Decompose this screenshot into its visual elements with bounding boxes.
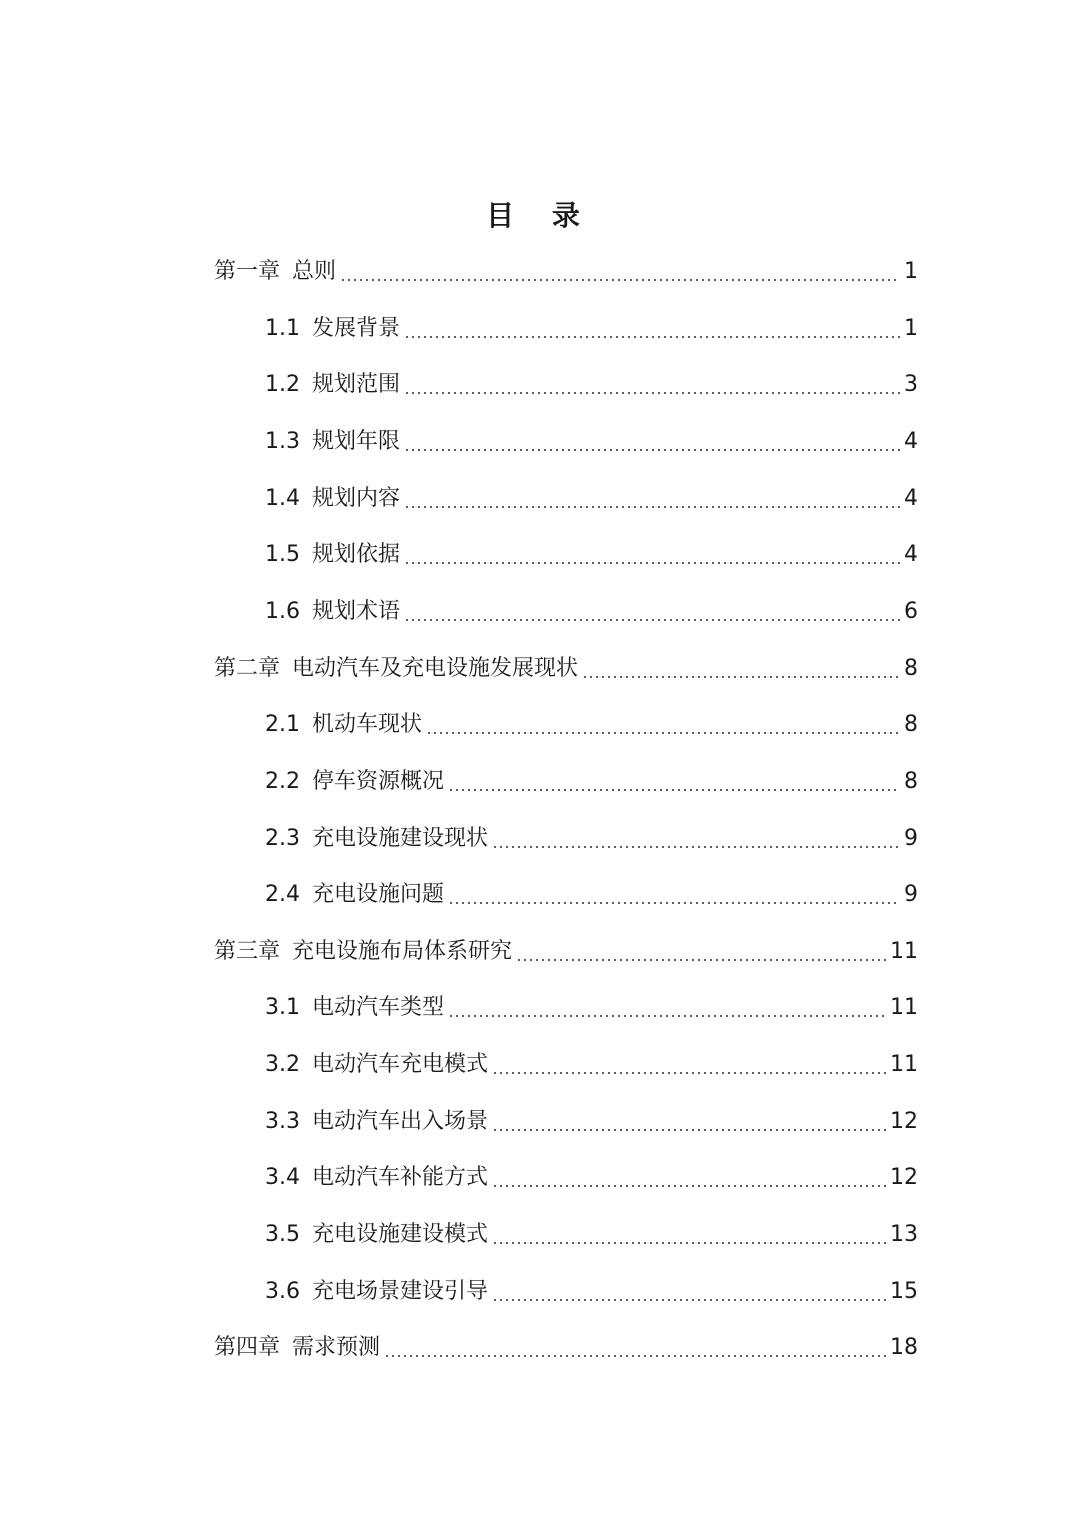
toc-entry-number: 1.4: [265, 486, 300, 511]
toc-section-entry[interactable]: [265, 1161, 918, 1195]
toc-entry-number: 1.6: [265, 599, 300, 624]
toc-section-entry[interactable]: [265, 708, 918, 742]
toc-chapter-entry[interactable]: [214, 255, 918, 289]
toc-dot-leader: [426, 732, 900, 734]
toc-entry-number: 2.2: [265, 769, 300, 794]
toc-entry-title: 充电设施问题: [312, 882, 445, 907]
toc-page-number: 15: [890, 1279, 918, 1304]
toc-entry-title: 充电设施建设模式: [312, 1222, 489, 1247]
toc-section-entry[interactable]: [265, 538, 918, 572]
toc-entry-number: 第二章: [214, 656, 281, 681]
toc-entry-number: 2.3: [265, 826, 300, 851]
toc-entry-number: 2.4: [265, 882, 300, 907]
toc-section-entry[interactable]: [265, 312, 918, 346]
toc-entry-number: 第三章: [214, 939, 281, 964]
toc-entry-number: 1.3: [265, 429, 300, 454]
toc-page-number: 6: [904, 599, 918, 624]
toc-dot-leader: [492, 1185, 886, 1187]
toc-entry-number: 1.1: [265, 316, 300, 341]
toc-page-number: 11: [890, 1052, 918, 1077]
toc-entry-title: 电动汽车补能方式: [312, 1165, 489, 1190]
toc-chapter-entry[interactable]: [214, 652, 918, 686]
toc-chapter-entry[interactable]: [214, 1331, 918, 1365]
toc-page-number: 4: [904, 429, 918, 454]
toc-entry-title: 规划术语: [312, 599, 401, 624]
toc-dot-leader: [384, 1355, 886, 1357]
toc-entry-title: 电动汽车类型: [312, 995, 445, 1020]
toc-entry-number: 第一章: [214, 259, 281, 284]
toc-section-entry[interactable]: [265, 425, 918, 459]
toc-entry-number: 3.2: [265, 1052, 300, 1077]
toc-section-entry[interactable]: [265, 482, 918, 516]
toc-entry-title: 停车资源概况: [312, 769, 445, 794]
toc-entry-number: 1.2: [265, 372, 300, 397]
toc-entry-number: 3.1: [265, 995, 300, 1020]
toc-entry-title: 机动车现状: [312, 712, 423, 737]
toc-section-entry[interactable]: [265, 822, 918, 856]
toc-entry-number: 第四章: [214, 1335, 281, 1360]
toc-dot-leader: [404, 392, 900, 394]
toc-dot-leader: [404, 562, 900, 564]
toc-dot-leader: [404, 506, 900, 508]
toc-page-number: 13: [890, 1222, 918, 1247]
toc-dot-leader: [448, 1015, 886, 1017]
toc-page-number: 12: [890, 1165, 918, 1190]
toc-page-number: 11: [890, 995, 918, 1020]
toc-section-entry[interactable]: [265, 595, 918, 629]
toc-page-number: 1: [904, 316, 918, 341]
toc-dot-leader: [404, 619, 900, 621]
toc-dot-leader: [448, 789, 900, 791]
toc-entry-number: 3.6: [265, 1279, 300, 1304]
toc-dot-leader: [492, 1299, 886, 1301]
toc-page-number: 4: [904, 486, 918, 511]
toc-dot-leader: [448, 902, 900, 904]
toc-page-number: 9: [904, 826, 918, 851]
toc-chapter-entry[interactable]: [214, 935, 918, 969]
toc-section-entry[interactable]: [265, 765, 918, 799]
toc-page-number: 11: [890, 939, 918, 964]
toc-page-number: 1: [904, 259, 918, 284]
toc-section-entry[interactable]: [265, 878, 918, 912]
toc-dot-leader: [404, 449, 900, 451]
toc-dot-leader: [492, 1129, 886, 1131]
toc-page-number: 8: [904, 712, 918, 737]
toc-section-entry[interactable]: [265, 1218, 918, 1252]
toc-entry-title: 规划依据: [312, 542, 401, 567]
toc-entry-title: 充电设施建设现状: [312, 826, 489, 851]
toc-dot-leader: [492, 1242, 886, 1244]
toc-entry-title: 电动汽车及充电设施发展现状: [292, 656, 579, 681]
toc-entry-number: 1.5: [265, 542, 300, 567]
toc-section-entry[interactable]: [265, 368, 918, 402]
toc-page-number: 12: [890, 1109, 918, 1134]
toc-entry-title: 规划范围: [312, 372, 401, 397]
toc-page-number: 4: [904, 542, 918, 567]
toc-entry-title: 充电设施布局体系研究: [292, 939, 513, 964]
toc-dot-leader: [404, 336, 900, 338]
toc-dot-leader: [492, 1072, 886, 1074]
toc-page-number: 9: [904, 882, 918, 907]
toc-page-number: 18: [890, 1335, 918, 1360]
toc-section-entry[interactable]: [265, 991, 918, 1025]
toc-dot-leader: [492, 846, 900, 848]
toc-page-number: 3: [904, 372, 918, 397]
toc-entry-title: 发展背景: [312, 316, 401, 341]
toc-entry-title: 充电场景建设引导: [312, 1279, 489, 1304]
toc-entry-number: 3.3: [265, 1109, 300, 1134]
toc-entry-number: 2.1: [265, 712, 300, 737]
toc-entry-title: 总则: [292, 259, 337, 284]
toc-dot-leader: [340, 279, 900, 281]
toc-entry-title: 电动汽车充电模式: [312, 1052, 489, 1077]
toc-dot-leader: [516, 959, 886, 961]
toc-dot-leader: [582, 676, 900, 678]
toc-entry-title: 需求预测: [292, 1335, 381, 1360]
toc-entry-title: 规划年限: [312, 429, 401, 454]
toc-section-entry[interactable]: [265, 1048, 918, 1082]
toc-entry-number: 3.5: [265, 1222, 300, 1247]
toc-page-number: 8: [904, 656, 918, 681]
toc-section-entry[interactable]: [265, 1105, 918, 1139]
toc-entry-number: 3.4: [265, 1165, 300, 1190]
toc-title: 目 录: [486, 199, 594, 232]
toc-entry-title: 规划内容: [312, 486, 401, 511]
toc-section-entry[interactable]: [265, 1275, 918, 1309]
toc-entry-title: 电动汽车出入场景: [312, 1109, 489, 1134]
toc-page-number: 8: [904, 769, 918, 794]
